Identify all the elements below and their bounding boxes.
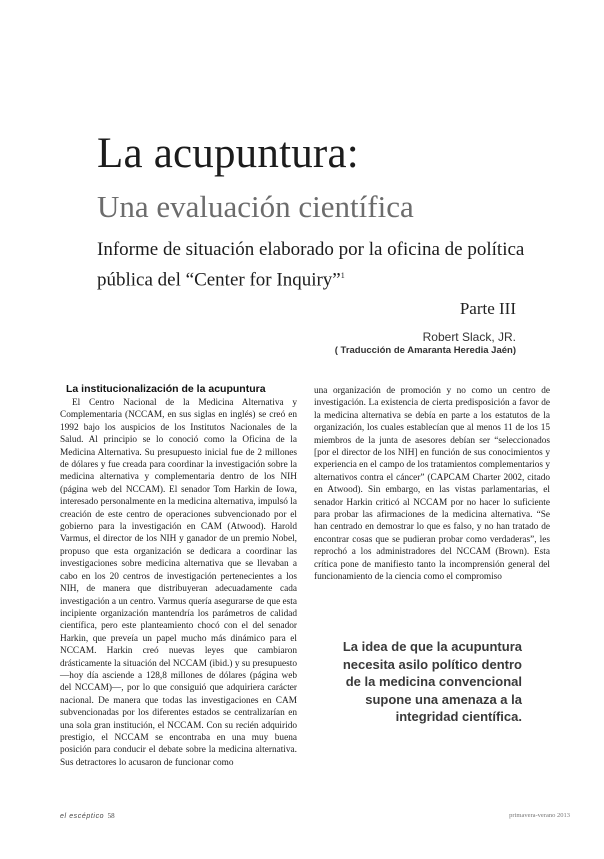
body-column-2: una organización de promoción y no como un centro de investigación. La existencia de cierta predisposición a favor de la medicina alternativa se debía en parte a los estatutos de la organización, los cuales establecían que al menos 11 de los 15 miembros de la junta de asesores debían ser “seleccionados [por el director de los NIH] en función de sus conocimientos y experiencia en el campo de los tratamientos complementarios y alternativos contra el cáncer” (CAPCAM Charter 2002, citado en Atwood). Sin embargo, en las vistas parlamentarias, el senador Harkin criticó al NCCAM por no hacer lo suficiente para probar las afirmaciones de la medicina alternativa. “Se han centrado en demostrar lo que es falso, y no han tratado de encontrar cosas que se pudieran probar como verdaderas”, les reprochó a los administradores del NCCAM (Brown). Esta crítica pone de manifiesto tanto la incomprensión general del funcionamiento de la ciencia como el compromiso — [314, 386, 550, 583]
article-subtitle: Una evaluación científica — [97, 189, 414, 224]
issue-label: primavera-verano 2013 — [509, 812, 570, 819]
article-intro — [97, 237, 527, 293]
intro-footnote-mark: 1 — [340, 271, 345, 280]
part-label: Parte III — [459, 299, 516, 318]
magazine-name: el escéptico — [60, 813, 105, 820]
author-name: Robert Slack, JR. — [422, 330, 516, 344]
article-title: La acupuntura: — [97, 130, 359, 177]
page-number: 58 — [107, 812, 115, 820]
section-heading: La institucionalización de la acupuntura — [66, 383, 266, 395]
pull-quote: La idea de que la acupuntura necesita asilo político dentro de la medicina convencional supone una amenaza a la integridad científica. — [342, 639, 522, 725]
intro-text: Informe de situación elaborado por la oficina de política pública del “Center for Inquiry” — [97, 239, 525, 291]
footer-left — [60, 811, 115, 822]
translator-credit: ( Traducción de Amaranta Heredia Jaén) — [334, 345, 516, 356]
body-column-1: El Centro Nacional de la Medicina Alternativa y Complementaria (NCCAM, en sus siglas en inglés) se creó en 1992 bajo los auspicios de los Institutos Nacionales de la Salud. Al principio se lo conoció como la Oficina de la Medicina Alternativa. Su presupuesto inicial fue de 2 millones de dólares y fue creada para coordinar la investigación sobre la medicina alternativa y complementaria dentro de los NIH (página web del NCCAM). El senador Tom Harkin de Iowa, interesado personalmente en la medicina alternativa, impulsó la creación de este centro de operaciones subvencionado por el gobierno para la investigación en CAM (Atwood). Harold Varmus, el director de los NIH y ganador de un premio Nobel, propuso que esta organización se dedicara a coordinar las investigaciones sobre medicina alternativa que se llevaban a cabo en los 20 centros de investigación pertenecientes a los NIH, de manera que distribuyeran adecuadamente cada investigación a un centro. Varmus quería asegurarse de que esta incipiente organización mantendría los parámetros de calidad científica, pero este planteamiento chocó con el del senador Harkin, que preveía un papel mucho más dinámico para el NCCAM. Harkin creó nuevas leyes que cambiaron drásticamente la situación del NCCAM (ibid.) y su presupuesto —hoy día asciende a 128,8 millones de dólares (página web del NCCAM)—, por lo que consiguió que adquiriera carácter nacional. De manera que todas las investigaciones en CAM subvencionadas por los diferentes estados se centralizarían en una sola gran institución, el NCCAM. Con su recién adquirido prestigio, el NCCAM se encontraba en una muy buena posición para conducir el debate sobre la medicina alternativa. Sus detractores lo acusaron de funcionar como — [60, 398, 297, 768]
